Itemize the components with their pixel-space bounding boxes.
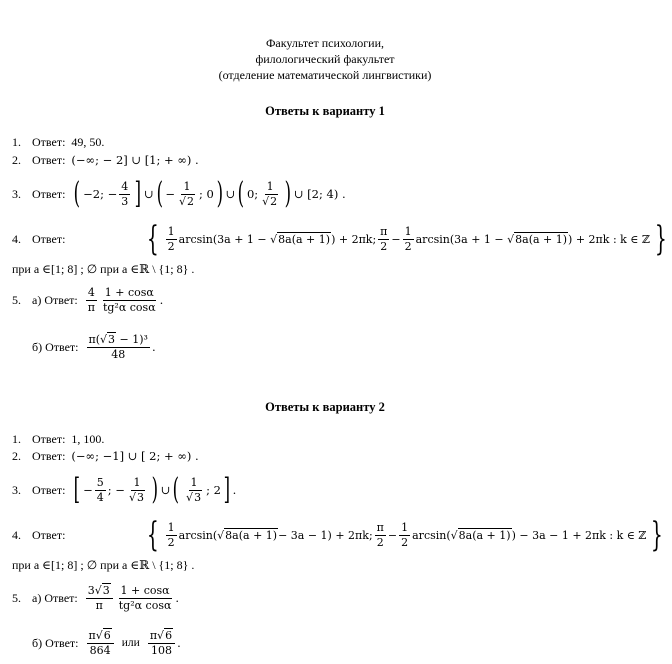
v1-answer-2 — [12, 151, 199, 169]
item-number: 3. — [12, 482, 21, 497]
v1-answer-5b — [32, 328, 156, 366]
v2-answer-2 — [12, 447, 199, 465]
v1-answer-4-condition: при a ∈[1; 8] ; ∅ при a ∈ℝ \ {1; 8} . — [12, 262, 195, 276]
or-word: или — [121, 637, 140, 649]
answer-label: а) Ответ: — [32, 292, 78, 307]
v1-answer-3 — [12, 174, 346, 214]
variant2-title: Ответы к варианту 2 — [265, 400, 385, 414]
answer-label: а) Ответ: — [32, 590, 78, 605]
answer-label: Ответ: — [32, 482, 66, 497]
variant1-title: Ответы к варианту 1 — [265, 104, 385, 118]
answer-label: Ответ: — [32, 186, 66, 201]
v2-answer-4-formula: { $\frac{1}{2}$ arcsin(√ 8a(a + 1) − 3a − 1) + 2πk; $\frac{\pi}{2}$ − $\frac{1}{2}$ arcsin(√ 8a(a + 1) ) − 3a − 1 + 2πk : k ∈ ℤ } — [146, 515, 664, 555]
answer-label: б) Ответ: — [32, 339, 79, 354]
item-number: 5. — [12, 292, 21, 307]
item-number: 2. — [12, 152, 21, 167]
header-line-3: (отделение математической лингвистики) — [218, 68, 432, 82]
answer-text: 1, 100. — [71, 431, 105, 446]
answer-label: Ответ: — [32, 134, 66, 149]
item-number: 1. — [12, 431, 21, 446]
v2-answer-4 — [12, 515, 71, 555]
v2-answer-5a — [12, 580, 179, 616]
answer-formula: $\frac{\text{π(√3 − 1)³}}{48}$ . — [88, 332, 156, 361]
answer-label: Ответ: — [32, 527, 66, 542]
header-line-2: филологический факультет — [255, 52, 395, 66]
item-number: 1. — [12, 134, 21, 149]
v1-answer-5a — [12, 283, 163, 317]
answer-label: Ответ: — [32, 152, 66, 167]
v2-answer-4-condition: при a ∈[1; 8] ; ∅ при a ∈ℝ \ {1; 8} . — [12, 558, 195, 572]
v1-answer-4-formula: { $\frac{1}{2}$ arcsin(3a + 1 − √ 8a(a + 1) ) + 2πk; $\frac{\pi}{2}$ − $\frac{1}{2}$ arcsin(3a + 1 − √ 8a(a + 1) ) + 2πk : k ∈ ℤ } — [146, 219, 667, 259]
answer-formula: (−∞; −1] ∪ [ 2; + ∞) . — [71, 449, 199, 463]
header-line-1: Факультет психологии, — [265, 36, 385, 50]
v2-answer-5b — [32, 624, 181, 662]
item-number: 4. — [12, 527, 21, 542]
answer-formula: $\frac{4}{\pi}$ $\frac{1 + \cos\alpha}{\text{tg²α cosα}}$ . — [87, 285, 164, 314]
answer-text: 49, 50. — [71, 134, 105, 149]
v2-answer-3 — [12, 470, 236, 510]
item-number: 5. — [12, 590, 21, 605]
answer-formula: ( −2; − $\frac{4}{3}$ ] ∪ ( − $\frac{1}{√2}$ ; 0 ) ∪ ( 0; $\frac{1}{√2}$ ) ∪ [2; 4) . — [74, 176, 346, 211]
item-number: 3. — [12, 186, 21, 201]
answer-label: Ответ: — [32, 448, 66, 463]
v2-answer-1 — [12, 430, 104, 448]
item-number: 2. — [12, 448, 21, 463]
v1-answer-4 — [12, 219, 71, 259]
answer-formula: $\frac{3√3}{\pi}$ $\frac{1 + \cos\alpha}{\text{tg²α cosα}}$ . — [87, 583, 180, 612]
answer-formula: [ − $\frac{5}{4}$ ; − $\frac{1}{√3}$ ) ∪ ( $\frac{1}{√3}$ ; 2 ] . — [74, 472, 237, 507]
answer-label: б) Ответ: — [32, 635, 79, 650]
answer-label: Ответ: — [32, 431, 66, 446]
answer-formula: $\frac{\pi√6}{864}$ или $\frac{\pi√6}{108}$ . — [88, 628, 181, 657]
v1-answer-1 — [12, 133, 104, 151]
item-number: 4. — [12, 231, 21, 246]
answer-label: Ответ: — [32, 231, 66, 246]
answer-formula: (−∞; − 2] ∪ [1; + ∞) . — [71, 153, 199, 167]
